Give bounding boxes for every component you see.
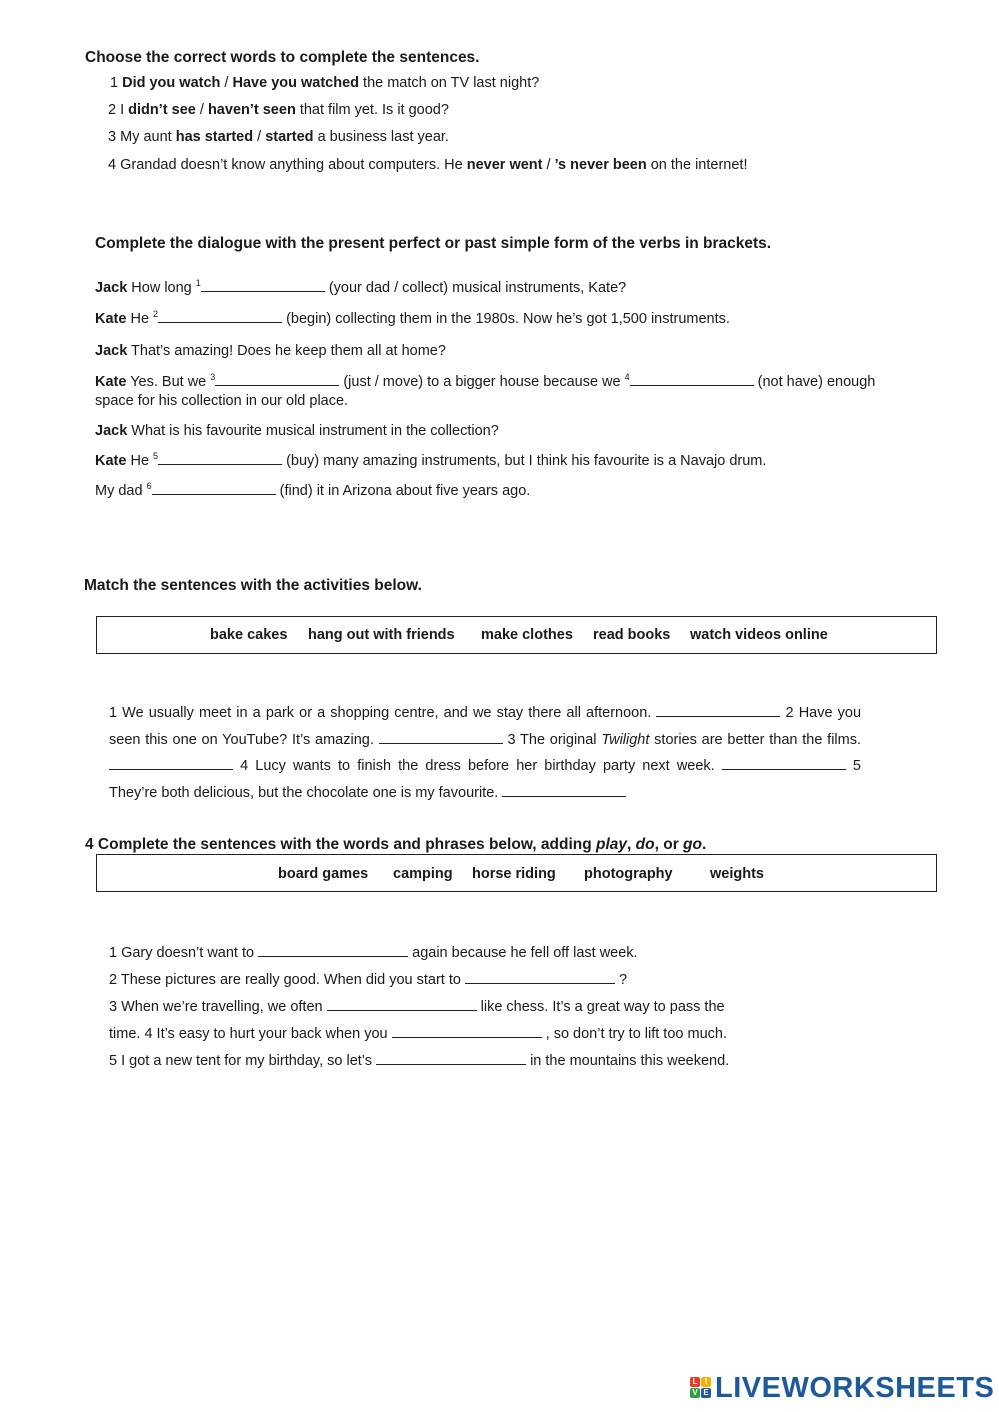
s4-blank-2[interactable] xyxy=(465,971,615,984)
liveworksheets-logo xyxy=(690,1372,994,1404)
word-bake-cakes: bake cakes xyxy=(210,627,288,643)
answer-blank-5[interactable] xyxy=(158,452,282,465)
dialogue-line-2: Kate He $^2$ (begin) collecting them in the 1980s. Now he’s got 1,500 instruments. xyxy=(95,309,730,327)
word-board-games: board games xyxy=(278,866,369,882)
logo-cubes-icon xyxy=(690,1375,712,1401)
answer-blank-4[interactable] xyxy=(630,373,754,386)
s1-item-4: 4 Grandad doesn’t know anything about computers. He never went / ’s never been on the internet! xyxy=(108,157,748,173)
word-watch-videos: watch videos online xyxy=(690,627,828,643)
word-camping: camping xyxy=(393,866,453,882)
word-make-clothes: make clothes xyxy=(481,627,573,643)
logo-text: LIVEWORKSHEETS xyxy=(715,1371,995,1404)
s4-line-3: 3 When we’re travelling, we often like chess. It’s a great way to pass the xyxy=(109,999,725,1015)
answer-blank-2[interactable] xyxy=(158,310,282,323)
match-blank-3[interactable] xyxy=(109,757,233,770)
s1-item-1: 1 Did you watch / Have you watched the match on TV last night? xyxy=(110,75,540,91)
dialogue-line-4: Kate Yes. But we $^3$ (just / move) to a bigger house because we $^4$ (not have) enough xyxy=(95,372,876,390)
dialogue-line-4-cont: space for his collection in our old place. xyxy=(95,393,349,409)
section4-heading: 4 Complete the sentences with the words and phrases below, adding play, do, or go. xyxy=(85,836,707,853)
dialogue-line-3: Jack That’s amazing! Does he keep them all at home? xyxy=(95,343,446,359)
logo-cube-v: V xyxy=(690,1388,700,1398)
section3-heading: Match the sentences with the activities below. xyxy=(84,577,422,594)
s4-blank-4[interactable] xyxy=(392,1025,542,1038)
s4-line-5: 5 I got a new tent for my birthday, so let’s in the mountains this weekend. xyxy=(109,1053,730,1069)
dialogue-line-6: Kate He $^5$ (buy) many amazing instruments, but I think his favourite is a Navajo drum. xyxy=(95,451,767,469)
s1-item-2: 2 I didn’t see / haven’t seen that film yet. Is it good? xyxy=(108,102,449,118)
s4-blank-5[interactable] xyxy=(376,1052,526,1065)
word-hang-out: hang out with friends xyxy=(308,627,455,643)
logo-cube-e: E xyxy=(701,1388,711,1398)
s4-line-1: 1 Gary doesn’t want to again because he fell off last week. xyxy=(109,945,638,961)
answer-blank-3[interactable] xyxy=(215,373,339,386)
answer-blank-1[interactable] xyxy=(201,279,325,292)
section2-heading: Complete the dialogue with the present perfect or past simple form of the verbs in brackets. xyxy=(95,235,772,252)
dialogue-line-5: Jack What is his favourite musical instrument in the collection? xyxy=(95,423,499,439)
logo-cube-i: I xyxy=(701,1377,711,1387)
match-paragraph: 1 We usually meet in a park or a shopping centre, and we stay there all afternoon. 2 Have you seen this one on YouTube? It’s amazing. 3 The original Twilight stories are better than the films. 4 Lucy wants to finish the dress before her birthday party next week. 5 They’re both delicious, but the chocolate one is my favourite. xyxy=(109,705,862,801)
s1-item-3: 3 My aunt has started / started a business last year. xyxy=(108,129,449,145)
match-blank-5[interactable] xyxy=(502,784,626,797)
s4-blank-1[interactable] xyxy=(258,944,408,957)
word-weights: weights xyxy=(710,866,764,882)
logo-cube-l: L xyxy=(690,1377,700,1387)
word-photography: photography xyxy=(584,866,673,882)
word-horse-riding: horse riding xyxy=(472,866,556,882)
dialogue-line-7: My dad $^6$ (find) it in Arizona about five years ago. xyxy=(95,481,531,499)
section1-heading: Choose the correct words to complete the sentences. xyxy=(85,49,480,66)
answer-blank-6[interactable] xyxy=(152,482,276,495)
match-blank-2[interactable] xyxy=(379,731,503,744)
dialogue-line-1: Jack How long $^1$ (your dad / collect) musical instruments, Kate? xyxy=(95,278,627,296)
match-blank-4[interactable] xyxy=(722,757,846,770)
word-read-books: read books xyxy=(593,627,671,643)
s4-line-2: 2 These pictures are really good. When did you start to ? xyxy=(109,972,628,988)
match-blank-1[interactable] xyxy=(656,704,780,717)
s4-line-4: time. 4 It’s easy to hurt your back when you , so don’t try to lift too much. xyxy=(109,1026,727,1042)
s4-blank-3[interactable] xyxy=(327,998,477,1011)
